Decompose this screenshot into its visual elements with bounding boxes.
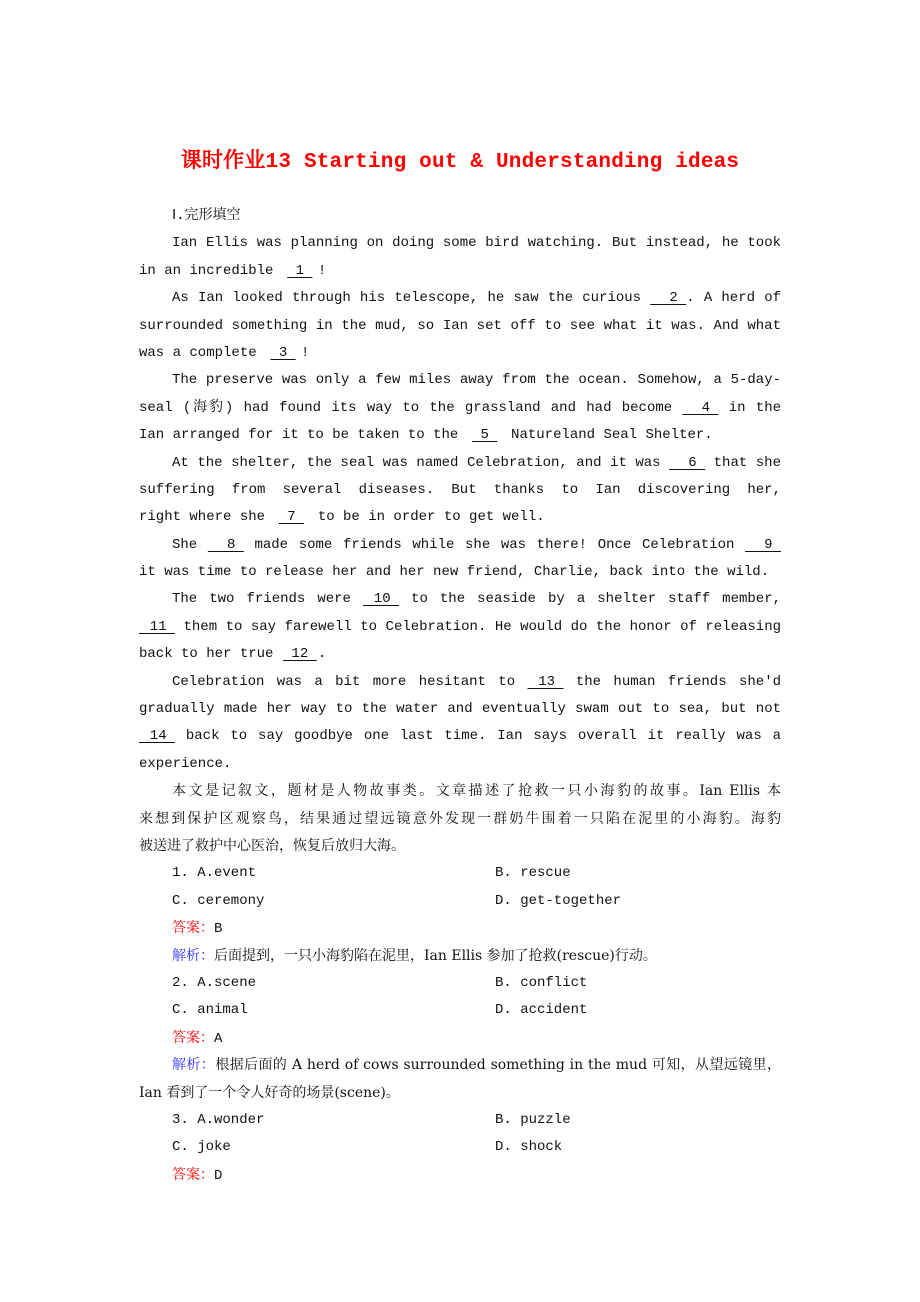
option-c: C. ceremony <box>172 892 265 909</box>
page-title: 课时作业13 Starting out & Understanding ideas <box>180 151 740 174</box>
analysis-text: 后面提到，一只小海豹陷在泥里，Ian Ellis 参加了抢救(rescue)行动。 <box>214 947 657 964</box>
cloze-blank: 6 <box>669 454 706 471</box>
option-a: 1. A.event <box>172 865 257 882</box>
passage-text: Ian arranged for it to be taken to the <box>139 427 467 444</box>
passage-text: in the <box>728 399 781 416</box>
cloze-blank: 4 <box>682 399 719 416</box>
analysis-line <box>139 1080 781 1107</box>
passage-text: gradually made her way to the water and eventually swam out to sea, but not <box>139 701 781 718</box>
passage-text: suffering from several diseases. But thanks to Ian discovering her, <box>139 481 781 498</box>
passage-text: was a complete <box>139 344 266 361</box>
answer-label: 答案： <box>172 1166 214 1183</box>
analysis-label: 解析： <box>172 1057 216 1074</box>
passage-line <box>139 751 781 778</box>
passage-line <box>139 450 781 477</box>
passage-line <box>139 504 781 531</box>
section-heading: Ⅰ.完形填空 <box>172 208 241 224</box>
passage-text: back to her true <box>139 646 282 663</box>
answer-line <box>139 1025 781 1052</box>
option-row <box>139 970 781 997</box>
option-row <box>139 860 781 887</box>
passage-line <box>139 395 781 422</box>
passage-line <box>139 258 781 285</box>
passage-text: As Ian looked through his telescope, he saw the curious <box>172 290 651 307</box>
summary-line: 被送进了救护中心医治，恢复后放归大海。 <box>139 837 405 854</box>
passage-text: them to say farewell to Celebration. He would do the honor of releasing <box>183 618 781 635</box>
passage-line <box>139 586 781 613</box>
passage-line <box>139 477 781 504</box>
answer-value: B <box>214 921 223 938</box>
passage-line <box>139 559 781 586</box>
passage-text: surrounded something in the mud, so Ian set off to see what it was. And what <box>139 317 781 334</box>
passage-text: At the shelter, the seal was named Celebration, and it was <box>172 454 670 471</box>
analysis-text: Ian 看到了一个令人好奇的场景(scene)。 <box>139 1084 400 1101</box>
passage-line <box>139 669 781 696</box>
option-b: B. conflict <box>495 974 588 991</box>
passage-text: that she <box>713 454 781 471</box>
passage-summary <box>139 778 781 860</box>
passage-line <box>139 230 781 257</box>
passage-line <box>139 614 781 641</box>
passage-text: in an incredible <box>139 262 282 279</box>
passage-line <box>139 723 781 750</box>
cloze-blank: 1 <box>287 262 313 279</box>
passage-text: The two friends were <box>172 591 363 608</box>
cloze-blank: 11 <box>139 618 175 635</box>
passage-text: experience. <box>139 755 232 772</box>
answer-line <box>139 1162 781 1189</box>
option-a: 3. A.wonder <box>172 1111 265 1128</box>
passage-text: Celebration was a bit more hesitant to <box>172 673 528 690</box>
passage-line <box>139 641 781 668</box>
option-row <box>139 1107 781 1134</box>
cloze-blank: 2 <box>650 290 687 307</box>
passage-line <box>139 532 781 559</box>
cloze-passage <box>139 230 781 778</box>
option-c: C. joke <box>172 1139 231 1156</box>
analysis-text: 根据后面的 A herd of cows surrounded something in the mud 可知，从望远镜里， <box>215 1057 781 1074</box>
passage-text: She <box>172 536 208 553</box>
passage-text: . A herd of <box>686 290 781 307</box>
passage-line <box>139 285 781 312</box>
summary-line: 来想到保护区观察鸟，结果通过望远镜意外发现一群奶牛围着一只陷在泥里的小海豹。海豹 <box>139 810 781 827</box>
passage-line <box>139 340 781 367</box>
option-row <box>139 1134 781 1161</box>
answer-value: A <box>214 1030 223 1047</box>
option-c: C. animal <box>172 1002 248 1019</box>
option-b: B. rescue <box>495 865 571 882</box>
passage-text: ! <box>317 262 327 279</box>
option-d: D. shock <box>495 1139 563 1156</box>
passage-line <box>139 367 781 394</box>
passage-text: Natureland Seal Shelter. <box>502 427 713 444</box>
cloze-blank: 8 <box>207 536 244 553</box>
passage-text: The preserve was only a few miles away from the ocean. Somehow, a 5-day- <box>172 372 781 389</box>
option-a: 2. A.scene <box>172 974 257 991</box>
cloze-blank: 12 <box>283 646 317 663</box>
document-body <box>139 203 781 1189</box>
cloze-blank: 7 <box>278 509 305 526</box>
passage-text: right where she <box>139 509 274 526</box>
passage-text: the human friends she'd <box>575 673 781 690</box>
cloze-blank: 14 <box>139 728 175 745</box>
passage-text: made some friends while she was there! Once Celebration <box>243 536 745 553</box>
option-d: D. accident <box>495 1002 588 1019</box>
cloze-blank: 13 <box>527 673 564 690</box>
answer-line <box>139 915 781 942</box>
cloze-blank: 5 <box>472 427 498 444</box>
answer-label: 答案： <box>172 920 214 937</box>
passage-text: ! <box>301 344 310 361</box>
passage-line <box>139 422 781 449</box>
analysis-label: 解析： <box>172 947 214 964</box>
summary-line: 本文是记叙文，题材是人物故事类。文章描述了抢救一只小海豹的故事。Ian Ellis 本 <box>172 783 781 800</box>
answer-label: 答案： <box>172 1029 214 1046</box>
passage-line <box>139 313 781 340</box>
cloze-blank: 10 <box>363 591 399 608</box>
analysis-line <box>139 943 781 970</box>
passage-text: Ian Ellis was planning on doing some bird watching. But instead, he took <box>172 235 781 252</box>
answer-value: D <box>214 1167 223 1184</box>
option-row <box>139 888 781 915</box>
cloze-blank: 3 <box>270 344 296 361</box>
option-row <box>139 997 781 1024</box>
passage-text: to the seaside by a shelter staff member, <box>411 591 781 608</box>
option-d: D. get-together <box>495 892 622 909</box>
passage-text: . <box>317 646 327 663</box>
passage-text: back to say goodbye one last time. Ian says overall it really was a <box>175 728 781 745</box>
passage-text: seal (海豹) had found its way to the grassland and had become <box>139 399 683 416</box>
cloze-blank: 9 <box>745 536 781 553</box>
analysis-line <box>139 1052 781 1079</box>
passage-line <box>139 696 781 723</box>
passage-text: to be in order to get well. <box>309 509 545 526</box>
option-b: B. puzzle <box>495 1111 571 1128</box>
question-list <box>139 860 781 1189</box>
passage-text: it was time to release her and her new friend, Charlie, back into the wild. <box>139 564 770 581</box>
